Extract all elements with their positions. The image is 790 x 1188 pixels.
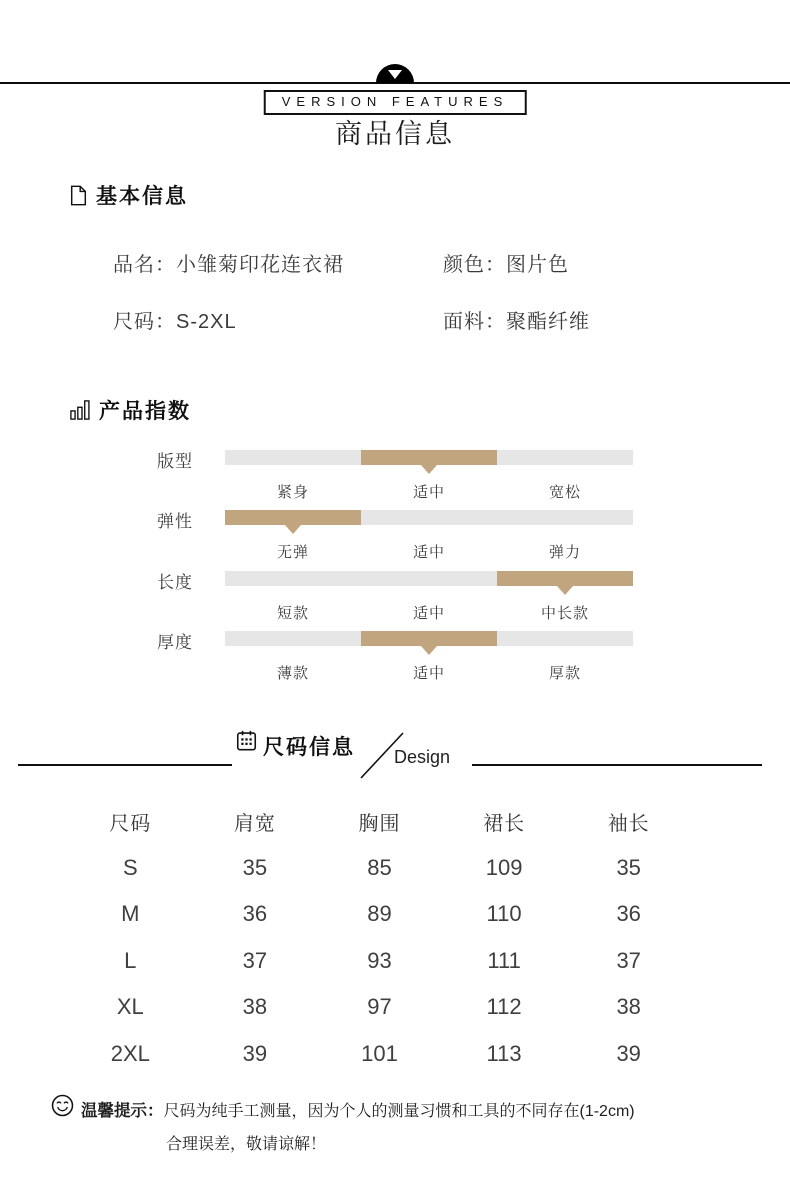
field-product-name: 品名：小雏菊印花连衣裙: [113, 254, 344, 276]
bar-segment: [225, 571, 361, 586]
basic-info-fields: [113, 248, 713, 334]
index-row-thickness: [0, 628, 790, 688]
index-row-length: [0, 568, 790, 628]
arrow-down-badge-icon: [376, 64, 414, 83]
bar-segment: [225, 450, 361, 465]
index-bar: [225, 571, 633, 586]
index-options: 短款 适中 中长款: [276, 605, 589, 622]
page-title: 商品信息: [335, 119, 455, 149]
field-fabric: 面料：聚酯纤维: [443, 311, 590, 333]
table-row: S 35 85 109 35: [122, 854, 641, 880]
bar-segment: [361, 631, 497, 646]
index-row-fit: [0, 447, 790, 507]
index-row-label: 弹性: [157, 512, 193, 531]
field-size-range: 尺码：S-2XL: [113, 311, 237, 333]
col-header: 裙长: [483, 812, 526, 835]
tips-line2: 合理误差，敬请谅解！: [166, 1136, 327, 1153]
document-icon: [70, 185, 87, 206]
bar-segment: [497, 571, 633, 586]
bar-segment: [361, 510, 497, 525]
index-row-label: 长度: [157, 573, 193, 592]
product-index-section-header: [70, 395, 191, 425]
index-bar: [225, 450, 633, 465]
index-options: 紧身 适中 宽松: [276, 484, 581, 501]
version-features-label: VERSION FEATURES: [281, 94, 509, 109]
bar-segment: [225, 510, 361, 525]
basic-info-title: 基本信息: [96, 185, 188, 208]
index-options: 无弹 适中 弹力: [276, 544, 581, 561]
warm-tips: [81, 1095, 751, 1161]
tips-line1: 温馨提示：尺码为纯手工测量，因为个人的测量习惯和工具的不同存在(1-2cm): [81, 1102, 635, 1120]
field-color: 颜色：图片色: [443, 254, 569, 276]
bar-segment: [225, 631, 361, 646]
table-row: XL 38 97 112 38: [116, 994, 641, 1020]
col-header: 肩宽: [233, 812, 276, 835]
bar-segment: [361, 450, 497, 465]
index-row-label: 厚度: [157, 633, 193, 652]
bar-segment: [497, 510, 633, 525]
bar-chart-icon: [70, 400, 90, 420]
tips-label: 温馨提示：: [81, 1102, 164, 1120]
index-row-elasticity: [0, 507, 790, 567]
size-info-title: 尺码信息: [263, 736, 355, 759]
size-header-right-line: [472, 764, 762, 766]
bar-segment: [497, 450, 633, 465]
size-table-header-row: [68, 798, 691, 845]
col-header: 尺码: [109, 812, 152, 835]
size-header-left-line: [18, 764, 232, 766]
table-row: M 36 89 110 36: [121, 901, 641, 927]
smiley-icon: [51, 1094, 74, 1117]
design-label: Design: [394, 747, 451, 767]
col-header: 袖长: [607, 812, 650, 835]
product-index-title: 产品指数: [99, 400, 191, 423]
index-bar: [225, 510, 633, 525]
bar-segment: [497, 631, 633, 646]
table-row: L 37 93 111 37: [124, 947, 641, 973]
calendar-icon: [236, 729, 257, 752]
col-header: 胸围: [358, 812, 401, 835]
index-row-label: 版型: [157, 452, 193, 471]
table-row: 2XL 39 101 113 39: [110, 1040, 641, 1066]
size-table: [68, 798, 691, 1077]
index-options: 薄款 适中 厚款: [276, 665, 581, 682]
index-bar: [225, 631, 633, 646]
bar-segment: [361, 571, 497, 586]
basic-info-section-header: [70, 180, 188, 210]
